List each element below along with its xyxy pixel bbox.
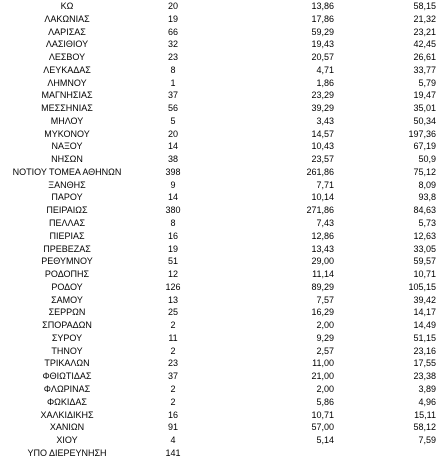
average-cell: 5,86: [316, 396, 334, 407]
rate-cell: 67,19: [413, 141, 436, 152]
region-cell: ΜΕΣΣΗΝΙΑΣ: [41, 103, 93, 114]
region-cell: ΣΥΡΟΥ: [51, 332, 83, 343]
region-cell: ΚΩ: [60, 1, 74, 11]
rate-cell: 50,34: [413, 115, 436, 126]
average-cell: 21,00: [311, 371, 334, 382]
cases-cell: 2: [170, 383, 176, 394]
average-cell: 59,29: [311, 26, 334, 37]
average-cell: 39,29: [311, 103, 334, 114]
cases-cell: 1: [170, 77, 176, 88]
cases-cell: 13: [167, 294, 178, 305]
region-cell: ΝΟΤΙΟΥ ΤΟΜΕΑ ΑΘΗΝΩΝ: [12, 166, 122, 177]
average-cell: 3,43: [316, 115, 334, 126]
cases-cell: 2: [170, 345, 176, 356]
region-cell: ΠΑΡΟΥ: [51, 192, 83, 203]
cases-cell: 91: [167, 422, 178, 433]
region-cell: ΠΕΛΛΑΣ: [48, 218, 86, 229]
region-cell: ΦΛΩΡΙΝΑΣ: [43, 383, 91, 394]
cases-cell: 23: [167, 358, 178, 369]
region-cell: ΛΕΥΚΑΔΑΣ: [43, 64, 91, 75]
cases-cell: 126: [165, 281, 181, 292]
cases-cell: 51: [167, 256, 178, 267]
average-cell: 29,00: [311, 256, 334, 267]
rate-cell: 19,47: [413, 90, 436, 101]
table-row: [0, 281, 443, 294]
region-cell: ΛΕΣΒΟΥ: [48, 52, 86, 63]
rate-cell: 5,79: [418, 77, 436, 88]
table-row: [0, 421, 443, 434]
average-cell: 7,71: [316, 179, 334, 190]
rate-cell: 8,09: [418, 179, 436, 190]
average-cell: 2,00: [316, 320, 334, 331]
cases-cell: 5: [170, 115, 176, 126]
average-cell: 19,43: [311, 39, 334, 50]
table-row: [0, 255, 443, 268]
cases-cell: 37: [167, 371, 178, 382]
region-cell: ΡΕΘΥΜΝΟΥ: [41, 256, 93, 267]
table-row: [0, 332, 443, 345]
cases-cell: 380: [165, 205, 181, 216]
rate-cell: 105,15: [408, 281, 436, 292]
cases-cell: 38: [167, 154, 178, 165]
rate-cell: 5,73: [418, 218, 436, 229]
rate-cell: 14,49: [413, 320, 436, 331]
cases-cell: 20: [167, 1, 178, 11]
rate-cell: 23,16: [413, 345, 436, 356]
table-row: [0, 115, 443, 128]
average-cell: 14,57: [311, 128, 334, 139]
average-cell: 2,57: [316, 345, 334, 356]
average-cell: 5,14: [316, 435, 334, 446]
table-row: [0, 383, 443, 396]
rate-cell: 51,15: [413, 332, 436, 343]
table-row: [0, 13, 443, 26]
cases-cell: 8: [170, 64, 176, 75]
table-row: [0, 64, 443, 77]
average-cell: 20,57: [311, 52, 334, 63]
table-row: [0, 434, 443, 447]
rate-cell: 93,8: [418, 192, 436, 203]
rate-cell: 58,15: [413, 1, 436, 11]
average-cell: 10,43: [311, 141, 334, 152]
average-cell: 89,29: [311, 281, 334, 292]
rate-cell: 39,42: [413, 294, 436, 305]
rate-cell: 26,61: [413, 52, 436, 63]
cases-cell: 2: [170, 320, 176, 331]
rate-cell: 4,96: [418, 396, 436, 407]
table-row: [0, 191, 443, 204]
region-cell: ΛΑΚΩΝΙΑΣ: [44, 13, 90, 24]
rate-cell: 75,12: [413, 166, 436, 177]
region-cell: ΛΑΣΙΘΙΟΥ: [45, 39, 89, 50]
average-cell: 11,00: [312, 358, 334, 369]
region-cell: ΧΙΟΥ: [56, 435, 78, 446]
average-cell: 4,71: [316, 64, 334, 75]
cases-cell: 398: [165, 166, 181, 177]
region-cell: ΣΠΟΡΑΔΩΝ: [42, 320, 92, 331]
average-cell: 10,14: [311, 192, 334, 203]
region-cell: ΜΗΛΟΥ: [50, 115, 84, 126]
region-cell: ΧΑΝΙΩΝ: [49, 422, 85, 433]
average-cell: 7,57: [316, 294, 334, 305]
rate-cell: 14,17: [413, 307, 436, 318]
region-cell: ΠΙΕΡΙΑΣ: [49, 230, 85, 241]
rate-cell: 33,05: [413, 243, 436, 254]
region-cell: ΝΗΣΩΝ: [51, 154, 83, 165]
rate-cell: 197,36: [408, 128, 436, 139]
cases-cell: 14: [167, 192, 178, 203]
table-row: [0, 179, 443, 192]
average-cell: 12,86: [311, 230, 334, 241]
average-cell: 11,14: [312, 269, 334, 280]
region-cell: ΡΟΔΟΥ: [51, 281, 83, 292]
rate-cell: 35,01: [413, 103, 436, 114]
rate-cell: 7,59: [418, 435, 436, 446]
region-cell: ΧΑΛΚΙΔΙΚΗΣ: [40, 409, 94, 420]
table-row: [0, 26, 443, 39]
average-cell: 7,43: [316, 218, 334, 229]
rate-cell: 12,63: [413, 230, 436, 241]
cases-cell: 19: [167, 13, 178, 24]
table-row: [0, 345, 443, 358]
cases-cell: 9: [170, 179, 176, 190]
average-cell: 16,29: [311, 307, 334, 318]
table-row: [0, 306, 443, 319]
cases-cell: 19: [167, 243, 178, 254]
region-cell: ΣΕΡΡΩΝ: [48, 307, 86, 318]
cases-cell: 8: [170, 218, 176, 229]
region-cell: ΥΠΟ ΔΙΕΡΕΥΝΗΣΗ: [27, 447, 107, 458]
table-row: [0, 102, 443, 115]
region-cell: ΠΕΙΡΑΙΩΣ: [46, 205, 88, 216]
rate-cell: 50,9: [418, 154, 436, 165]
region-cell: ΜΑΓΝΗΣΙΑΣ: [41, 90, 93, 101]
average-cell: 17,86: [311, 13, 334, 24]
cases-cell: 11: [168, 332, 178, 343]
cases-cell: 66: [167, 26, 178, 37]
cases-cell: 14: [167, 141, 178, 152]
cases-cell: 141: [165, 447, 181, 458]
table-row: [0, 294, 443, 307]
table-row: [0, 38, 443, 51]
cases-cell: 20: [167, 128, 178, 139]
region-cell: ΣΑΜΟΥ: [51, 294, 83, 305]
rate-cell: 58,12: [413, 422, 436, 433]
region-cell: ΞΑΝΘΗΣ: [48, 179, 86, 190]
table-row: [0, 0, 443, 13]
cases-cell: 37: [167, 90, 178, 101]
cases-cell: 12: [167, 269, 178, 280]
average-cell: 2,00: [316, 383, 334, 394]
rate-cell: 21,32: [413, 13, 436, 24]
rate-cell: 84,63: [413, 205, 436, 216]
average-cell: 271,86: [306, 205, 334, 216]
table-row: [0, 153, 443, 166]
table-row: [0, 243, 443, 256]
table-row: [0, 268, 443, 281]
region-cell: ΛΑΡΙΣΑΣ: [48, 26, 86, 37]
average-cell: 1,86: [316, 77, 334, 88]
rate-cell: 15,11: [414, 409, 436, 420]
region-cell: ΜΥΚΟΝΟΥ: [44, 128, 90, 139]
cases-cell: 56: [167, 103, 178, 114]
cases-cell: 32: [167, 39, 178, 50]
table-row: [0, 204, 443, 217]
table-row: [0, 89, 443, 102]
table-row: [0, 357, 443, 370]
average-cell: 13,43: [311, 243, 334, 254]
region-cell: ΦΩΚΙΔΑΣ: [47, 396, 87, 407]
region-cell: ΝΑΞΟΥ: [51, 141, 83, 152]
rate-cell: 33,77: [413, 64, 436, 75]
table-row: [0, 128, 443, 141]
cases-cell: 25: [167, 307, 178, 318]
table-row: [0, 77, 443, 90]
rate-cell: 3,89: [418, 383, 436, 394]
average-cell: 57,00: [311, 422, 334, 433]
cases-cell: 16: [167, 409, 178, 420]
rate-cell: 23,21: [413, 26, 436, 37]
average-cell: 9,29: [316, 332, 334, 343]
region-cell: ΦΘΙΩΤΙΔΑΣ: [42, 371, 92, 382]
rate-cell: 10,71: [413, 269, 436, 280]
table-row: [0, 217, 443, 230]
average-cell: 23,57: [311, 154, 334, 165]
average-cell: 10,71: [311, 409, 334, 420]
cases-cell: 4: [170, 435, 176, 446]
table-row: [0, 396, 443, 409]
table-row: [0, 319, 443, 332]
cases-cell: 16: [167, 230, 178, 241]
region-cell: ΛΗΜΝΟΥ: [47, 77, 87, 88]
rate-cell: 23,38: [413, 371, 436, 382]
region-cell: ΠΡΕΒΕΖΑΣ: [43, 243, 91, 254]
table-row: [0, 51, 443, 64]
table-row: [0, 409, 443, 422]
average-cell: 23,29: [311, 90, 334, 101]
region-cell: ΤΡΙΚΑΛΩΝ: [44, 358, 90, 369]
table-row: [0, 140, 443, 153]
cases-cell: 2: [170, 396, 176, 407]
average-cell: 13,86: [311, 1, 334, 11]
rate-cell: 17,55: [413, 358, 436, 369]
table-row: [0, 230, 443, 243]
rate-cell: 42,45: [413, 39, 436, 50]
cases-cell: 23: [167, 52, 178, 63]
table-row: [0, 370, 443, 383]
region-cell: ΤΗΝΟΥ: [51, 345, 83, 356]
rate-cell: 59,57: [413, 256, 436, 267]
region-cell: ΡΟΔΟΠΗΣ: [44, 269, 90, 280]
average-cell: 261,86: [306, 166, 334, 177]
table-row: [0, 166, 443, 179]
